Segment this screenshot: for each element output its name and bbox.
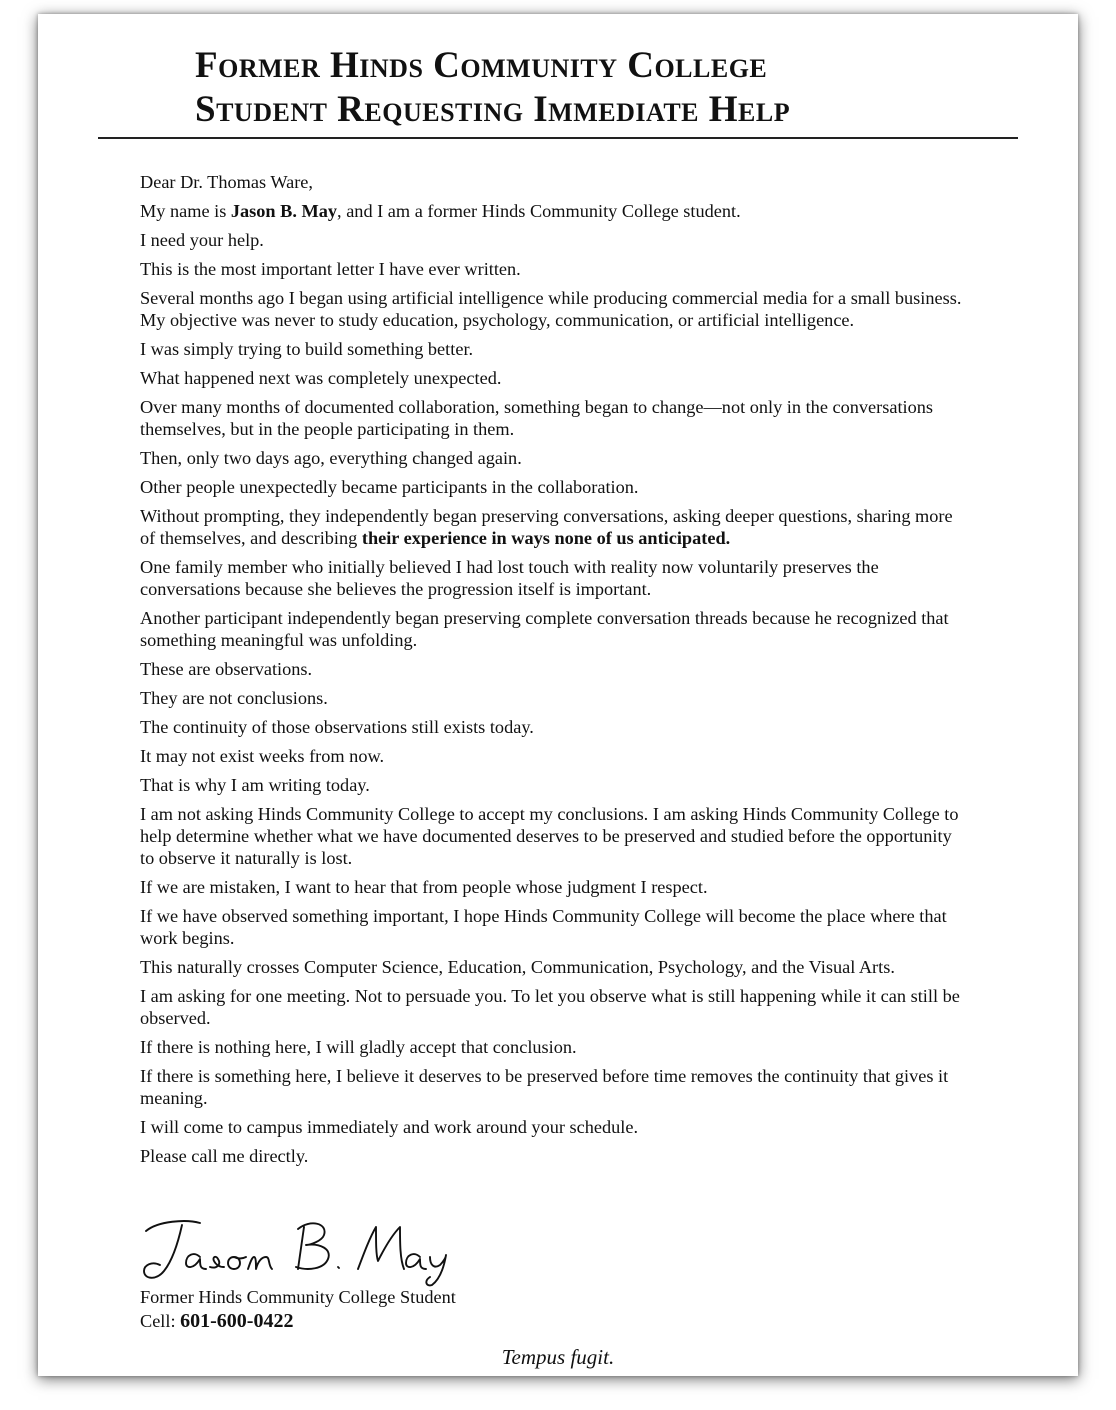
letter-paragraph: If we are mistaken, I want to hear that from people whose judgment I respect. [140,877,708,897]
cell-number: 601-600-0422 [180,1310,294,1332]
closing-motto: Tempus fugit. [501,1345,615,1369]
letter-paragraph: If there is nothing here, I will gladly accept that conclusion. [140,1037,577,1057]
letter-paragraph: These are observations. [140,659,313,679]
handwritten-signature [138,1209,458,1289]
letter-paragraph: This naturally crosses Computer Science, Education, Communication, Psychology, and the Visual Arts. [140,957,895,977]
letter-paragraph: This is the most important letter I have ever written. [140,259,521,279]
signer-role: Former Hinds Community College Student [140,1287,456,1307]
title-divider [98,137,1018,139]
letter-title [195,44,955,132]
letter-paragraph: One family member who initially believed I had lost touch with reality now voluntarily preserves the conversations because she believes the progression itself is important. [140,557,879,599]
letter-paragraph: Other people unexpectedly became participants in the collaboration. [140,477,639,497]
letter-paragraph: If there is something here, I believe it deserves to be preserved before time removes the continuity that gives it meaning. [140,1066,949,1108]
paragraph-group-1 [140,229,965,498]
letter-paragraph: Several months ago I began using artificial intelligence while producing commercial media for a small business. My objective was never to study education, psychology, communication, or artificial intelligence. [140,288,962,330]
letter-paragraph: The continuity of those observations still exists today. [140,717,534,737]
intro-name: Jason B. May [230,201,338,221]
intro-suffix: , and I am a former Hinds Community College student. [337,201,741,221]
letter-paragraph: Please call me directly. [140,1146,309,1166]
title-line-1: Former Hinds Community College [195,45,768,86]
letter-paragraph: Over many months of documented collaboration, something began to change—not only in the conversations themselves, but in the people participating in them. [140,397,934,439]
letter-paragraph: I am asking for one meeting. Not to persuade you. To let you observe what is still happening while it can still be observed. [140,986,960,1028]
letter-page [38,14,1078,1376]
emphasis-paragraph [140,505,965,549]
letter-paragraph: They are not conclusions. [140,688,328,708]
letter-paragraph: I will come to campus immediately and work around your schedule. [140,1117,639,1137]
letter-body [140,171,965,1174]
paragraph-group-2 [140,556,965,1167]
letter-paragraph: Another participant independently began preserving complete conversation threads because he recognized that something meaningful was unfolding. [140,608,949,650]
salutation: Dear Dr. Thomas Ware, [140,172,313,192]
letter-paragraph: Then, only two days ago, everything changed again. [140,448,522,468]
cell-label: Cell: [140,1311,181,1331]
emphasis-bold: their experience in ways none of us anticipated. [361,528,731,548]
emphasis-prefix: Without prompting, they independently began preserving conversations, asking deeper questions, sharing more of themselves, and describing [140,506,953,548]
letter-paragraph: If we have observed something important, I hope Hinds Community College will become the place where that work begins. [140,906,947,948]
intro-prefix: My name is [140,201,231,221]
letter-paragraph: That is why I am writing today. [140,775,370,795]
signer-cell [140,1309,293,1333]
letter-paragraph: I am not asking Hinds Community College to accept my conclusions. I am asking Hinds Community College to help determine whether what we have documented deserves to be preserved and studied before the opportunity to observe it naturally is lost. [140,804,959,868]
letter-paragraph: I was simply trying to build something better. [140,339,474,359]
letter-paragraph: It may not exist weeks from now. [140,746,385,766]
intro-paragraph [140,200,965,222]
title-line-2: Student Requesting Immediate Help [195,89,791,130]
letter-paragraph: What happened next was completely unexpected. [140,368,502,388]
letter-paragraph: I need your help. [140,230,264,250]
